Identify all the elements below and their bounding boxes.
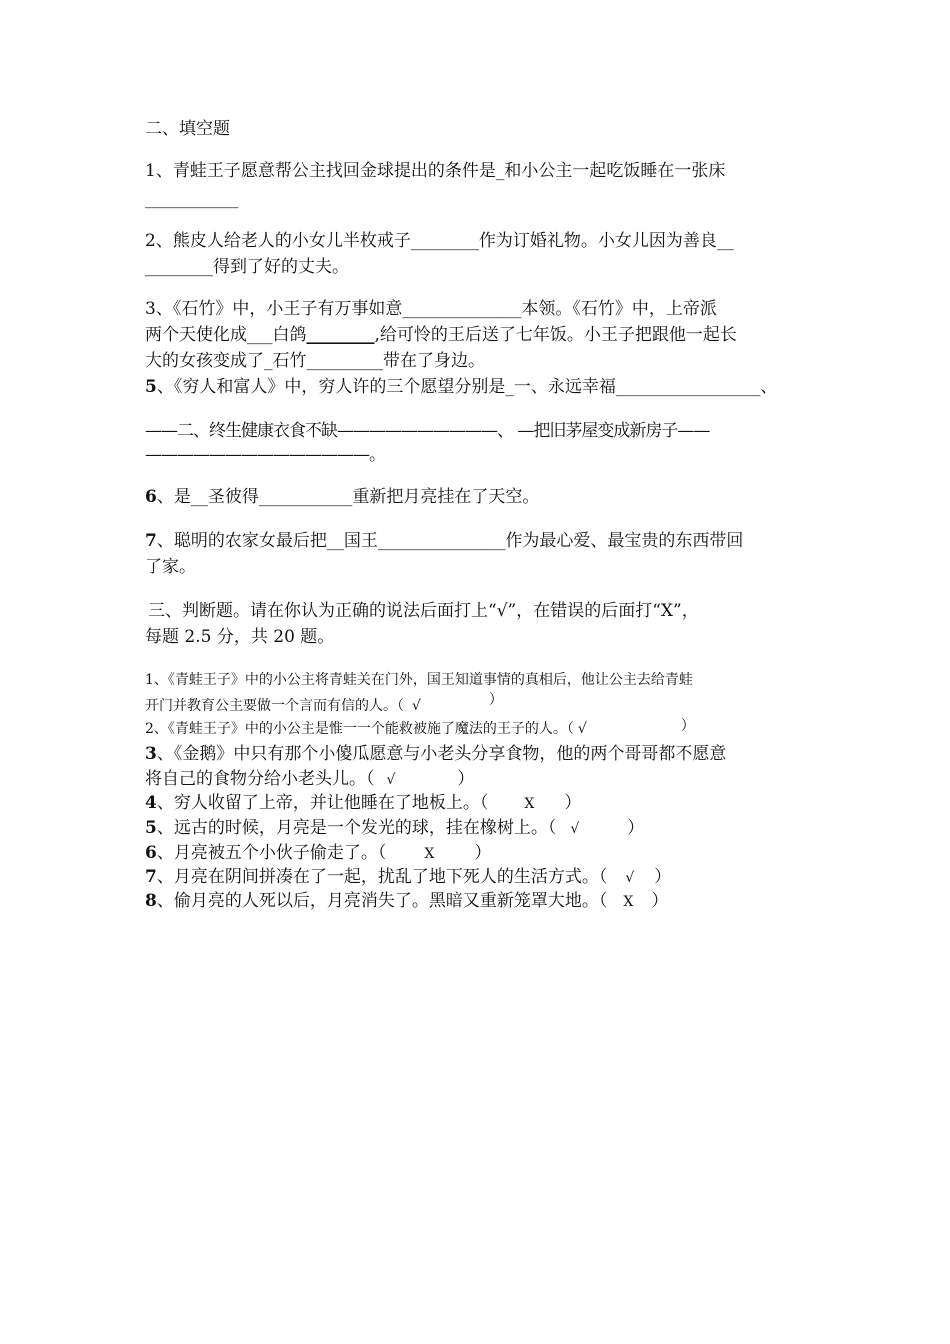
- q6-text-b: 圣彼得: [207, 487, 259, 507]
- q2-line1: 2、熊皮人给老人的小女儿半枚戒子________作为订婚礼物。小女儿因为善良__: [145, 231, 734, 251]
- q7-text-a: 、聪明的农家女最后把: [156, 531, 327, 551]
- tf-item-text: 、远古的时候，月亮是一个发光的球，挂在橡树上。（: [156, 818, 557, 838]
- tf-item-6: [145, 842, 491, 864]
- tf-item-8: [145, 890, 668, 912]
- q3-line2-blank2: ________: [306, 325, 375, 345]
- tf-close-paren: ）: [654, 867, 672, 887]
- q3-line1: [145, 298, 717, 320]
- q7-text-c: 作为最心爱、最宝贵的东西带回: [505, 531, 744, 551]
- q6-line: [145, 486, 539, 508]
- tf-close-paren: ）: [488, 692, 503, 708]
- q6-blank1: __: [190, 487, 208, 507]
- tf-close-paren: ）: [564, 793, 582, 813]
- q3-line2-text-c: ,给可怜的王后送了七年饭。小王子把跟他一起长: [374, 325, 737, 345]
- q3-line2-blank1: ___: [247, 325, 273, 345]
- q7-line2: 了家。: [145, 557, 196, 577]
- tf-item-text: 开门并教育公主要做一个言而有信的人。（: [145, 698, 404, 714]
- q1-blank-line: ___________: [145, 189, 239, 209]
- q3-line2-text-a: 两个天使化成: [145, 325, 247, 345]
- tf-close-paren: ）: [651, 891, 669, 911]
- q7-number: 7: [145, 531, 157, 551]
- q5-line1-text-a: 、《穷人和富人》中，穷人许的三个愿望分别是_一、永远幸福: [156, 377, 616, 397]
- tf-item-number: 5: [145, 818, 157, 838]
- q6-text-a: 、是: [156, 487, 191, 507]
- tf-item-text: 、月亮被五个小伙子偷走了。（: [156, 843, 387, 863]
- tf-close-paren: ）: [457, 769, 475, 789]
- q3-line3-blank: _________: [306, 351, 383, 371]
- q7-line1: [145, 530, 743, 552]
- tf-answer-mark: √: [386, 772, 396, 788]
- tf-item-text: 、《金鹅》中只有那个小傻瓜愿意与小老头分享食物，他的两个哥哥都不愿意: [156, 744, 727, 764]
- q7-text-b: 国王: [343, 531, 378, 551]
- q1-text: 1、青蛙王子愿意帮公主找回金球提出的条件是_和小公主一起吃饭睡在一张床: [145, 161, 726, 181]
- tf-item-text: 、《青蛙王子》中的小公主将青蛙关在门外，国王知道事情的真相后，他让公主去给青蛙: [153, 672, 693, 688]
- tf-answer-mark: √: [577, 721, 587, 737]
- q3-line3-text-a: 大的女孩变成了_石竹: [145, 351, 307, 371]
- q2-line2: ________得到了好的丈夫。: [145, 257, 349, 277]
- tf-item-number: 3: [145, 744, 157, 764]
- q5-number: 5: [145, 377, 157, 397]
- q5-line1-text-b: 、: [760, 377, 778, 397]
- q5-line1-blank: _________________: [615, 377, 761, 397]
- q3-line2: [145, 324, 737, 346]
- tf-item-number: 4: [145, 793, 157, 813]
- q5-line1: [145, 376, 777, 398]
- tf-item-number: 1: [145, 672, 154, 688]
- tf-close-paren: ）: [680, 718, 695, 734]
- tf-item-2: [145, 720, 695, 738]
- q3-line1-text-a: 3、《石竹》中，小王子有万事如意: [145, 299, 403, 319]
- q3-line3-text-b: 带在了身边。: [383, 351, 485, 371]
- q5-line2: ——二、终生健康衣食不缺——————————、 —把旧茅屋变成新房子——: [145, 421, 710, 441]
- tf-item-7: [145, 866, 671, 888]
- q7-blank2: _______________: [377, 531, 506, 551]
- section-title-true-false-line2: 每题 2.5 分，共 20 题。: [145, 627, 335, 647]
- section-title-true-false: 三、判断题。请在你认为正确的说法后面打上“√”，在错误的后面打“X”，: [148, 601, 699, 621]
- tf-item-3-line2: [145, 768, 474, 790]
- q6-blank2: ___________: [258, 487, 353, 507]
- q6-number: 6: [145, 487, 157, 507]
- q3-line1-blank: ______________: [402, 299, 522, 319]
- q3-line3: [145, 350, 485, 372]
- q1-blank: [145, 188, 239, 210]
- q3-line1-text-b: 本领。《石竹》中，上帝派: [521, 299, 717, 319]
- tf-answer-mark: √: [412, 698, 421, 714]
- tf-answer-mark: X: [424, 846, 435, 862]
- q3-line2-text-b: 白鸽: [272, 325, 307, 345]
- tf-item-1-line2: [145, 692, 503, 715]
- tf-item-text: 、月亮在阴间拼凑在了一起，扰乱了地下死人的生活方式。（: [156, 867, 608, 887]
- tf-answer-mark: √: [625, 870, 635, 886]
- q5-line3: ——————————————。: [145, 445, 385, 465]
- tf-answer-mark: X: [623, 894, 634, 910]
- tf-close-paren: ）: [474, 843, 492, 863]
- tf-item-number: 6: [145, 843, 157, 863]
- tf-item-5: [145, 817, 644, 839]
- tf-item-text: 将自己的食物分给小老头儿。（: [145, 769, 375, 789]
- tf-answer-mark: √: [570, 821, 580, 837]
- tf-item-text: 、《青蛙王子》中的小公主是惟一一个能救被施了魔法的王子的人。（: [153, 721, 574, 737]
- tf-item-text: 、偷月亮的人死以后，月亮消失了。黑暗又重新笼罩大地。（: [156, 891, 608, 911]
- tf-item-3-line1: [145, 743, 726, 765]
- tf-close-paren: ）: [627, 818, 645, 838]
- q7-blank1: __: [326, 531, 344, 551]
- tf-item-4: [145, 792, 581, 814]
- section-title-fill-in: 二、填空题: [145, 119, 230, 139]
- tf-item-number: 8: [145, 891, 157, 911]
- tf-item-number: 2: [145, 721, 154, 737]
- tf-item-1-line1: [145, 671, 693, 689]
- tf-item-text: 、穷人收留了上帝，并让他睡在了地板上。（: [156, 793, 489, 813]
- q6-text-c: 重新把月亮挂在了天空。: [352, 487, 540, 507]
- tf-item-number: 7: [145, 867, 157, 887]
- tf-answer-mark: X: [524, 796, 535, 812]
